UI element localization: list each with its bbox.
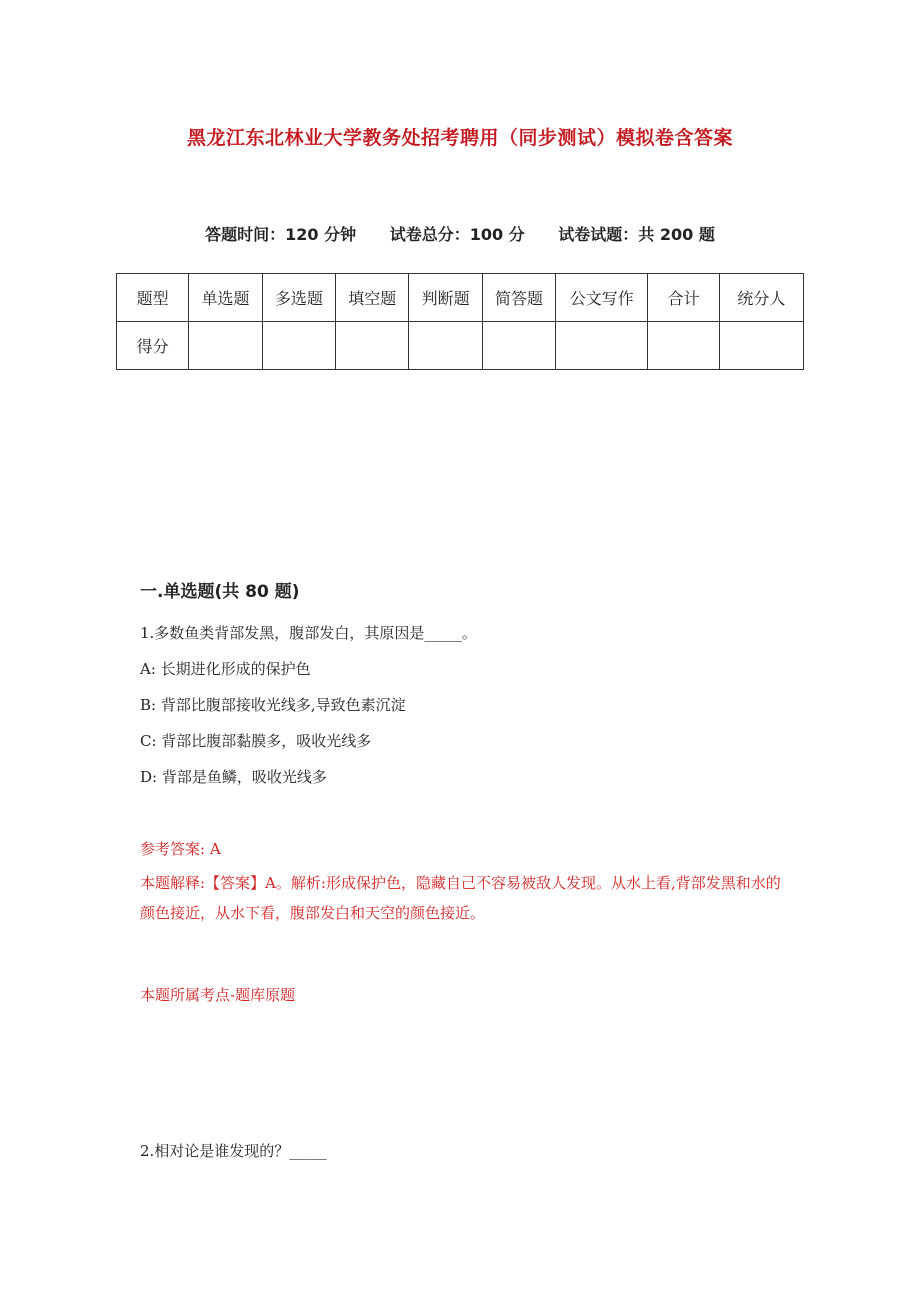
score-table (116, 273, 804, 370)
question-option-d: D: 背部是鱼鳞，吸收光线多 (140, 768, 327, 786)
score-cell[interactable] (189, 322, 262, 370)
score-cell[interactable] (409, 322, 482, 370)
score-header-cell: 统分人 (719, 274, 803, 322)
score-header-cell: 单选题 (189, 274, 262, 322)
score-header-cell: 多选题 (262, 274, 335, 322)
question-stem: 1.多数鱼类背部发黑，腹部发白，其原因是_____。 (140, 624, 477, 642)
answer-explanation: 本题解释:【答案】A。解析:形成保护色，隐藏自己不容易被敌人发现。从水上看,背部发黑和水的颜色接近，从水下看，腹部发白和天空的颜色接近。 (140, 874, 781, 922)
score-header-cell: 简答题 (482, 274, 555, 322)
score-cell[interactable] (719, 322, 803, 370)
question-option-a: A: 长期进化形成的保护色 (140, 660, 311, 678)
question-option-b: B: 背部比腹部接收光线多,导致色素沉淀 (140, 696, 406, 714)
document-title: 黑龙江东北林业大学教务处招考聘用（同步测试）模拟卷含答案 (186, 127, 733, 149)
score-cell[interactable] (336, 322, 409, 370)
score-header-cell: 合计 (648, 274, 719, 322)
score-cell[interactable] (556, 322, 648, 370)
score-header-cell: 题型 (117, 274, 189, 322)
score-cell[interactable] (262, 322, 335, 370)
score-cell[interactable] (648, 322, 719, 370)
score-cell[interactable] (482, 322, 555, 370)
score-header-cell: 填空题 (336, 274, 409, 322)
score-row-label: 得分 (117, 322, 189, 370)
question-source: 本题所属考点-题库原题 (140, 986, 296, 1004)
question-option-c: C: 背部比腹部黏膜多，吸收光线多 (140, 732, 372, 750)
score-table-header-row (117, 274, 804, 322)
exam-time: 答题时间：120 分钟 (205, 225, 357, 244)
exam-meta (0, 222, 920, 245)
exam-question-count: 试卷试题：共 200 题 (558, 225, 715, 244)
question-stem: 2.相对论是谁发现的？_____ (140, 1142, 327, 1160)
reference-answer: 参考答案: A (140, 840, 221, 858)
section-title: 一.单选题(共 80 题) (140, 582, 300, 602)
exam-total-score: 试卷总分：100 分 (389, 225, 525, 244)
score-table-score-row (117, 322, 804, 370)
score-header-cell: 判断题 (409, 274, 482, 322)
score-header-cell: 公文写作 (556, 274, 648, 322)
